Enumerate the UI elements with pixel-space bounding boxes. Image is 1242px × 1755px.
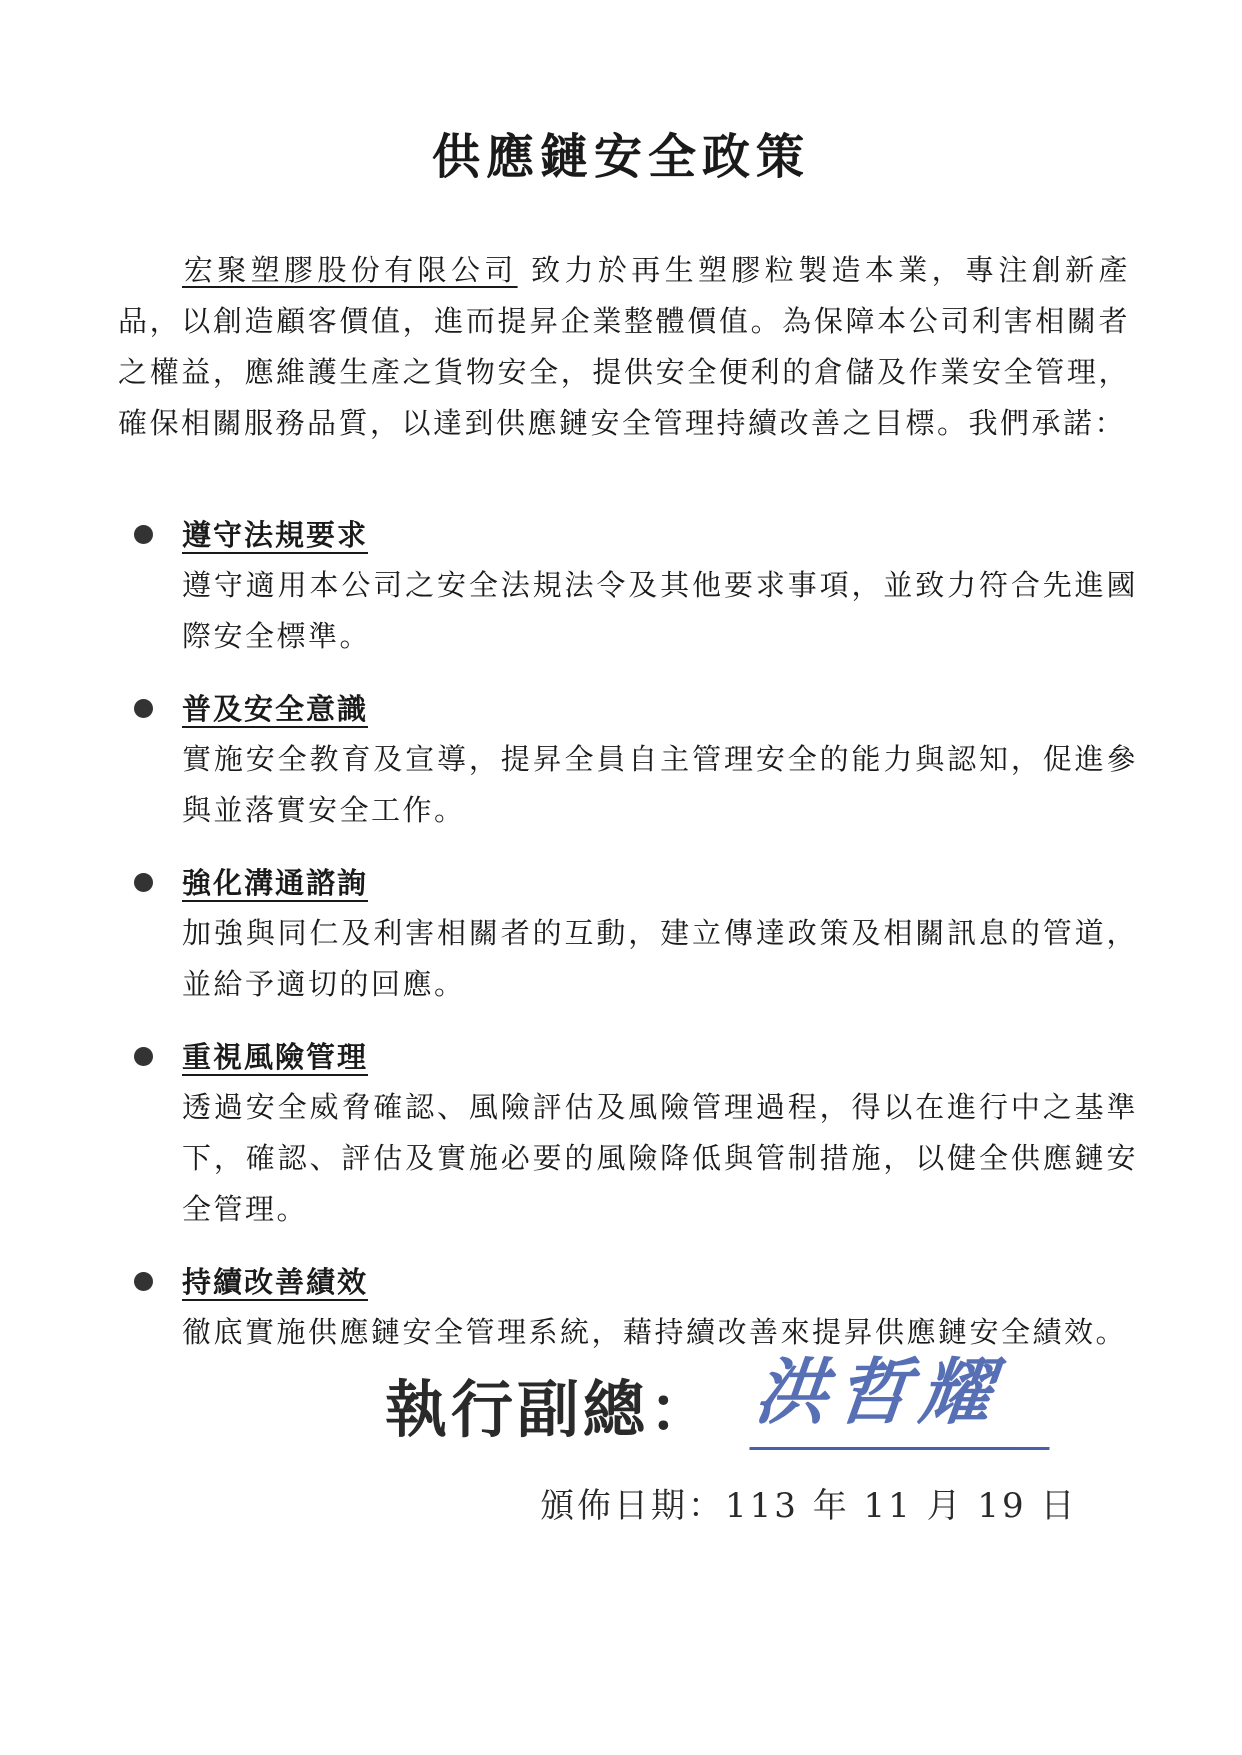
policy-text: 實施安全教育及宣導，提昇全員自主管理安全的能力與認知，促進參與並落實安全工作。 — [182, 742, 1138, 827]
intro-text: 致力於再生塑膠粒製造本業，專注創新產品，以創造顧客價值，進而提昇企業整體價值。為保障本公司利害相關者之權益，應維護生產之貨物安全，提供安全便利的倉儲及作業安全管理，確保相關服務品質，以達到供應鏈安全管理持續改善之目標。我們承諾： — [118, 253, 1130, 440]
signature-block — [385, 1342, 1145, 1452]
handwritten-signature: 洪哲耀 — [749, 1342, 1060, 1450]
bullet-icon — [134, 525, 153, 544]
bullet-icon — [134, 1272, 153, 1291]
policy-heading: 普及安全意識 — [182, 692, 369, 726]
policy-text: 徹底實施供應鏈安全管理系統，藉持續改善來提昇供應鏈安全績效。 — [182, 1315, 1128, 1349]
policy-heading: 遵守法規要求 — [182, 518, 369, 552]
policy-heading: 強化溝通諮詢 — [182, 866, 369, 900]
promulgation-date-line — [540, 1478, 1077, 1527]
bullet-icon — [134, 699, 153, 718]
intro-paragraph — [118, 245, 1130, 449]
policy-heading: 持續改善績效 — [182, 1265, 369, 1299]
policy-list — [128, 510, 1138, 1380]
bullet-icon — [134, 873, 153, 892]
date-value: 113 年 11 月 19 日 — [725, 1486, 1078, 1526]
document-title: 供應鏈安全政策 — [431, 129, 810, 185]
policy-item — [128, 510, 1138, 662]
date-label: 頒佈日期： — [540, 1486, 725, 1526]
policy-item — [128, 1032, 1138, 1235]
policy-text: 遵守適用本公司之安全法規法令及其他要求事項，並致力符合先進國際安全標準。 — [182, 568, 1138, 653]
signer-title: 執行副總： — [385, 1373, 716, 1446]
policy-text: 透過安全威脅確認、風險評估及風險管理過程，得以在進行中之基準下，確認、評估及實施必要的風險降低與管制措施，以健全供應鏈安全管理。 — [182, 1090, 1138, 1226]
policy-text: 加強與同仁及利害相關者的互動，建立傳達政策及相關訊息的管道，並給予適切的回應。 — [182, 916, 1138, 1001]
bullet-icon — [134, 1047, 153, 1066]
policy-heading: 重視風險管理 — [182, 1040, 369, 1074]
company-name: 宏聚塑膠股份有限公司 — [182, 253, 518, 287]
policy-item — [128, 858, 1138, 1010]
policy-item — [128, 684, 1138, 836]
